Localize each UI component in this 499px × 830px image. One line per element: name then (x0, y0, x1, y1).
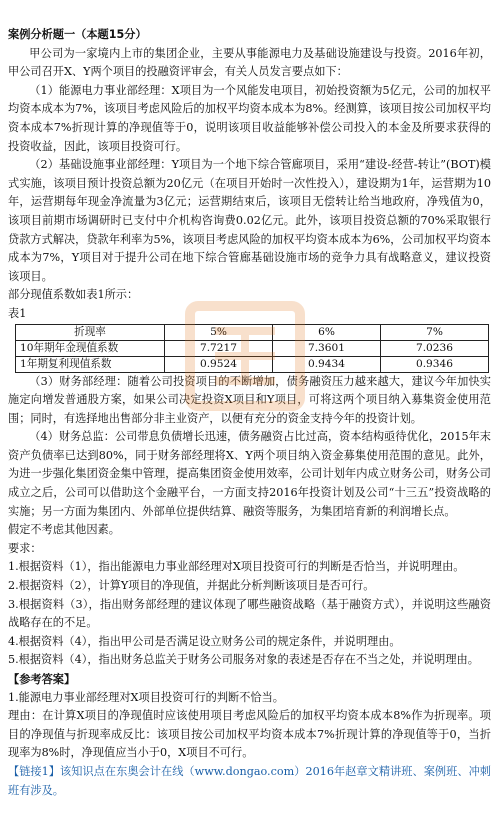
table-cell: 0.9434 (273, 356, 381, 372)
intro-paragraph: 甲公司为一家境内上市的集团企业，主要从事能源电力及基础设施建设与投资。2016年初，甲公司召开X、Y两个项目的投融资评审会，有关人员发言要点如下： (8, 46, 491, 79)
material-3: （3）财务部经理：随着公司投资项目的不断增加，债务融资压力越来越大，建议今年加快实施定向增发普通股方案，如果公司决定投资X项目和Y项目，可将这两个项目纳入募集资金使用范围；同时，有选择地出售部分非主业资产，以便有充分的资金支持今年的投资计划。 (8, 374, 491, 425)
table-header-cell: 6% (273, 324, 381, 340)
requirement-5: 5.根据资料（4），指出财务总监关于财务公司服务对象的表述是否存在不当之处，并说明理由。 (8, 653, 479, 667)
table-intro: 部分现值系数如表1所示： (8, 288, 139, 302)
answer-heading: 【参考答案】 (8, 672, 76, 686)
table-cell: 7.7217 (165, 340, 273, 356)
table-row (16, 340, 489, 356)
table-header-row (16, 324, 489, 340)
requirements-heading: 要求： (8, 541, 42, 555)
table-cell: 7.0236 (381, 340, 489, 356)
requirement-2: 2.根据资料（2），计算Y项目的净现值，并据此分析判断该项目是否可行。 (8, 579, 375, 593)
material-2: （2）基础设施事业部经理：Y项目为一个地下综合管廊项目，采用“建设-经营-转让”(BOT)模式实施，该项目预计投资总额为20亿元（在项目开始时一次性投入），建设期为1年，运营期为10年，运营期每年现金净流量为3亿元；运营期结束后，该项目无偿转让给当地政府，净残值为0，该项目前期市场调研时已支付中介机构咨询费0.02亿元。此外，该项目投资总额的70%采取银行贷款方式解决，贷款年利率为5%，该项目考虑风险的加权平均资本成本为6%，公司加权平均资本成本为7%，Y项目对于提升公司在地下综合管廊基础设施市场的竞争力具有战略意义，建议投资该项目。 (8, 158, 491, 283)
table-header-cell: 折现率 (16, 324, 165, 340)
table-header-cell: 5% (165, 324, 273, 340)
material-4: （4）财务总监：公司带息负债增长迅速，债务融资占比过高，资本结构亟待优化，2015年末资产负债率已达到80%，同于财务部经理将X、Y两个项目纳入资金募集使用范围的意见。此外，为进一步强化集团资金集中管理，提高集团资金使用效率，公司计划年内成立财务公司，财务公司成立之后，公司可以借助这个金融平台，一方面支持2016年投资计划及公司“十三五”投资战略的实施；另一方面为集团内、外部单位提供结算、融资等服务，为集团培育新的利润增长点。 (8, 430, 491, 518)
coefficient-table (15, 324, 489, 373)
table-cell: 1年期复利现值系数 (16, 356, 165, 372)
question-title: 案例分析题一（本题15分） (8, 28, 147, 41)
table-caption: 表1 (8, 306, 27, 320)
requirement-4: 4.根据资料（4），指出甲公司是否满足设立财务公司的规定条件，并说明理由。 (8, 634, 401, 648)
table-cell: 0.9346 (381, 356, 489, 372)
table-row (16, 356, 489, 372)
table-header-cell: 7% (381, 324, 489, 340)
answer-1: 1.能源电力事业部经理对X项目投资可行的判断不恰当。 (8, 690, 284, 704)
assumption: 假定不考虑其他因素。 (8, 523, 120, 537)
requirement-3: 3.根据资料（3），指出财务部经理的建议体现了哪些融资战略（基于融资方式），并说明这些融资战略存在的不足。 (8, 597, 491, 630)
table-cell: 10年期年金现值系数 (16, 340, 165, 356)
table-cell: 7.3601 (273, 340, 381, 356)
answer-reason: 理由：在计算X项目的净现值时应该使用项目考虑风险后的加权平均资本成本8%作为折现率。项目的净现值与折现率成反比：该项目按公司加权平均资本成本7%折现计算的净现值等于0，当折现率为8%时，净现值应当小于0，X项目不可行。 (8, 709, 491, 760)
material-1: （1）能源电力事业部经理：X项目为一个风能发电项目，初始投资额为5亿元，公司的加权平均资本成本为7%，该项目考虑风险后的加权平均资本成本为8%。经测算，该项目按公司加权平均资本成本7%折现计算的净现值等于0，说明该项目收益能够补偿公司投入的本金及所要求获得的投资收益，因此，该项目投资可行。 (8, 83, 491, 153)
requirement-1: 1.根据资料（1），指出能源电力事业部经理对X项目投资可行的判断是否恰当，并说明理由。 (8, 560, 465, 574)
table-cell: 0.9524 (165, 356, 273, 372)
link-note[interactable]: 【链接1】该知识点在东奥会计在线（www.dongao.com）2016年赵章文精讲班、案例班、冲刺班有涉及。 (8, 764, 491, 797)
